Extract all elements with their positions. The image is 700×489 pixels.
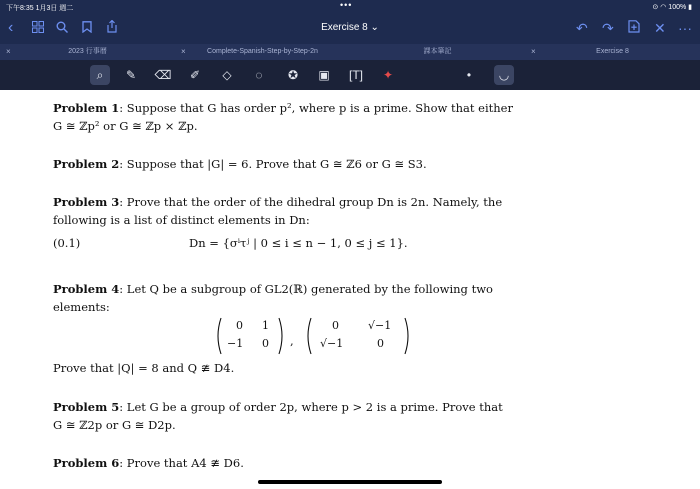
tab-label: 課本筆記 (423, 48, 452, 55)
nav-bar (0, 14, 700, 44)
battery-indicator: ⊙ ◠ 100% ▮ (652, 4, 692, 11)
problem-2: Problem 2: Suppose that |G| = 6. Prove that G ≅ ℤ6 or G ≅ S3. (53, 157, 427, 171)
tab-label: Complete-Spanish-Step-by-Step-2n (207, 48, 318, 55)
sticker-icon[interactable]: ✪ (287, 68, 299, 82)
tab-exercise[interactable] (525, 44, 700, 60)
lasso-icon[interactable]: ◌ (255, 68, 263, 82)
status-time: 下午8:35 1月3日 週二 (6, 5, 74, 12)
eraser-icon[interactable]: ⌫ (154, 68, 172, 82)
document-page (0, 90, 700, 489)
problem-1-line-1: Problem 1: Suppose that G has order p², where p is a prime. Show that either (53, 101, 513, 115)
equation-label: (0.1) (53, 236, 81, 250)
matrix-1: 0 1 −1 0 (214, 316, 286, 356)
tab-close-icon[interactable]: × (6, 47, 11, 56)
home-indicator[interactable] (258, 480, 442, 484)
matrix-2: 0 √−1 √−1 0 (304, 316, 412, 356)
pen-icon[interactable]: ✎ (125, 68, 137, 82)
stroke-dot-icon[interactable]: • (466, 68, 472, 82)
laser-pointer-icon[interactable]: ✦ (382, 68, 394, 82)
text-icon[interactable]: [T] (349, 68, 363, 82)
matrix-comma: , (290, 334, 294, 348)
problem-4-line-1: Problem 4: Let Q be a subgroup of GL2(ℝ) generated by the following two (53, 282, 493, 296)
problem-5-line-1: Problem 5: Let G be a group of order 2p, where p > 2 is a prime. Prove that (53, 400, 503, 414)
problem-4-line-2: elements: (53, 300, 110, 314)
redo-icon[interactable]: ↷ (602, 20, 614, 36)
equation: Dn = {σⁱτʲ | 0 ≤ i ≤ n − 1, 0 ≤ j ≤ 1}. (189, 236, 408, 250)
tab-close-icon[interactable]: × (181, 47, 186, 56)
more-icon[interactable]: ··· (678, 20, 692, 36)
tab-label: 2023 行事曆 (68, 48, 107, 55)
tab-label: Exercise 8 (596, 48, 629, 55)
stroke-curve-icon[interactable]: ◡ (494, 65, 514, 85)
highlighter-icon[interactable]: ✐ (189, 68, 201, 82)
undo-icon[interactable]: ↶ (576, 20, 588, 36)
back-icon[interactable]: ‹ (8, 19, 14, 36)
shapes-icon[interactable]: ◇ (222, 68, 232, 82)
problem-4-line-3: Prove that |Q| = 8 and Q ≇ D4. (53, 361, 235, 375)
status-bar (0, 0, 700, 14)
close-icon[interactable]: ✕ (654, 20, 666, 36)
document-title[interactable]: Exercise 8 ⌄ (321, 22, 379, 33)
tab-calendar[interactable] (0, 44, 175, 60)
tab-notes[interactable] (350, 44, 525, 60)
problem-3-line-1: Problem 3: Prove that the order of the dihedral group Dn is 2n. Namely, the (53, 195, 503, 209)
drawing-toolbar (0, 60, 700, 90)
problem-5-line-2: G ≅ ℤ2p or G ≅ D2p. (53, 418, 176, 432)
image-icon[interactable]: ▣ (318, 68, 330, 82)
problem-3-line-2: following is a list of distinct elements in Dn: (53, 213, 310, 227)
new-page-icon[interactable] (628, 20, 640, 36)
tab-bar (0, 44, 700, 60)
multitask-dots[interactable]: ••• (340, 0, 353, 10)
problem-1-line-2: G ≅ ℤp² or G ≅ ℤp × ℤp. (53, 119, 198, 133)
problem-6: Problem 6: Prove that A4 ≇ D6. (53, 456, 244, 470)
tab-close-icon[interactable]: × (531, 47, 536, 56)
lasso-zoom-icon[interactable]: ⌕ (90, 65, 110, 85)
tab-spanish[interactable] (175, 44, 350, 60)
